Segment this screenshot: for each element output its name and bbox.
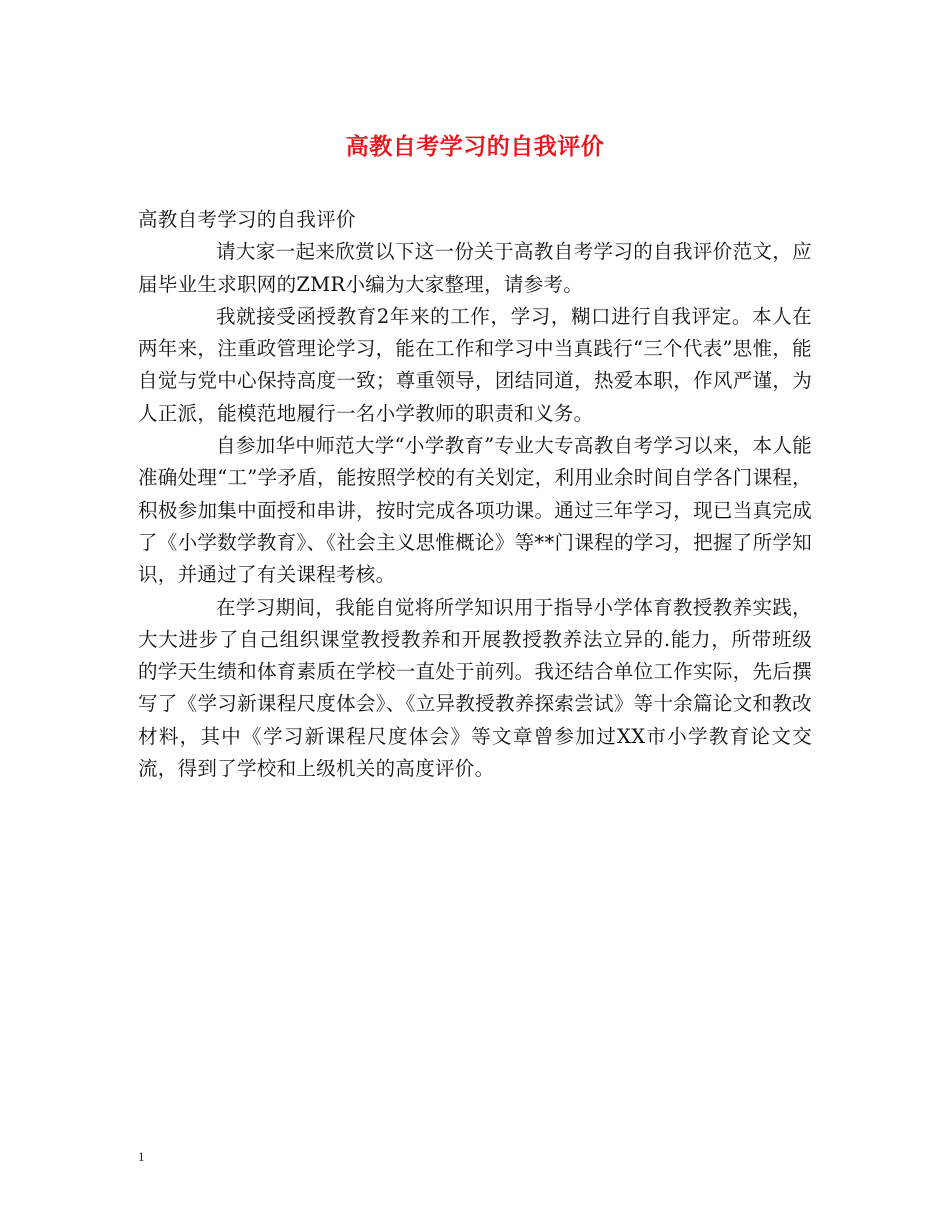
page-number: 1: [138, 1149, 145, 1164]
document-subtitle: 高教自考学习的自我评价: [138, 208, 356, 231]
document-title: 高教自考学习的自我评价: [345, 133, 605, 160]
paragraph-self-assessment: 我就接受函授教育2年来的工作，学习，糊口进行自我评定。本人在两年来，注重政管理论学习，能在工作和学习中当真践行“三个代表”思惟，能自觉与党中心保持高度一致；尊重领导，团结同道，热爱本职，作风严谨，为人正派，能模范地履行一名小学教师的职责和义务。: [138, 304, 812, 425]
paragraph-intro: 请大家一起来欣赏以下这一份关于高教自考学习的自我评价范文，应届毕业生求职网的ZMR小编为大家整理，请参考。: [138, 240, 812, 296]
paragraph-practice: 在学习期间，我能自觉将所学知识用于指导小学体育教授教养实践，大大进步了自己组织课堂教授教养和开展教授教养法立异的.能力，所带班级的学天生绩和体育素质在学校一直处于前列。我还结合单位工作实际，先后撰写了《学习新课程尺度体会》、《立异教授教养探索尝试》等十余篇论文和教改材料，其中《学习新课程尺度体会》等文章曾参加过XX市小学教育论文交流，得到了学校和上级机关的高度评价。: [138, 595, 812, 781]
document-body: [138, 204, 812, 785]
paragraph-study: 自参加华中师范大学“小学教育”专业大专高教自考学习以来，本人能准确处理“工”学矛盾，能按照学校的有关划定，利用业余时间自学各门课程，积极参加集中面授和串讲，按时完成各项功课。通过三年学习，现已当真完成了《小学数学教育》、《社会主义思惟概论》等**门课程的学习，把握了所学知识，并通过了有关课程考核。: [138, 434, 812, 587]
